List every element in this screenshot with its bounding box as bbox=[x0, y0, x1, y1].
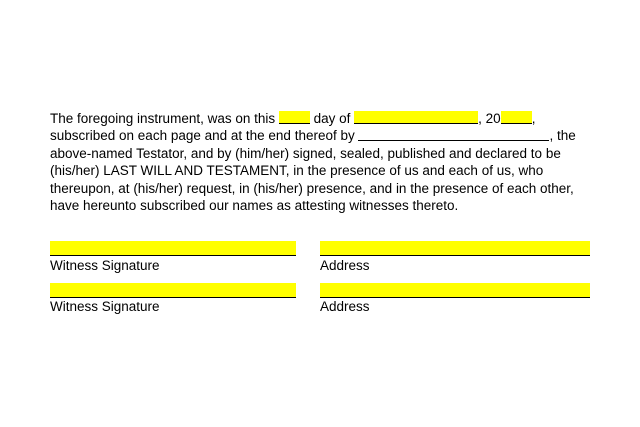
witness-1-signature-field[interactable] bbox=[50, 241, 296, 256]
attestation-line-2 bbox=[50, 127, 610, 144]
testator-name-field[interactable] bbox=[358, 128, 549, 141]
attestation-text: , 20 bbox=[478, 111, 501, 126]
year-field[interactable] bbox=[501, 111, 532, 124]
witness-2-address-label: Address bbox=[320, 299, 370, 314]
witness-1-address-field[interactable] bbox=[320, 241, 590, 256]
attestation-line-6: have hereunto subscribed our names as attesting witnesses thereto. bbox=[50, 197, 459, 213]
attestation-text: day of bbox=[309, 111, 355, 126]
attestation-line-5: thereupon, at (his/her) request, in (his/her) presence, and in the presence of each other, bbox=[50, 180, 574, 196]
witness-2-signature-field[interactable] bbox=[50, 283, 296, 298]
attestation-line-4: (his/her) LAST WILL AND TESTAMENT, in the presence of us and each of us, who bbox=[50, 163, 544, 179]
month-field[interactable] bbox=[354, 111, 478, 124]
day-field[interactable] bbox=[279, 111, 310, 124]
attestation-line-1 bbox=[50, 110, 610, 127]
attestation-text: subscribed on each page and at the end thereof by bbox=[50, 128, 359, 144]
attestation-text: , bbox=[531, 111, 536, 126]
witness-2-signature-label: Witness Signature bbox=[50, 299, 160, 314]
attestation-text: , the bbox=[549, 128, 576, 144]
witness-1-address-label: Address bbox=[320, 258, 370, 273]
attestation-line-3: above-named Testator, and by (him/her) signed, sealed, published and declared to be bbox=[50, 145, 561, 161]
attestation-text: The foregoing instrument, was on this bbox=[50, 111, 279, 126]
witness-1-signature-label: Witness Signature bbox=[50, 258, 160, 273]
attestation-clause bbox=[50, 110, 610, 214]
witness-2-address-field[interactable] bbox=[320, 283, 590, 298]
